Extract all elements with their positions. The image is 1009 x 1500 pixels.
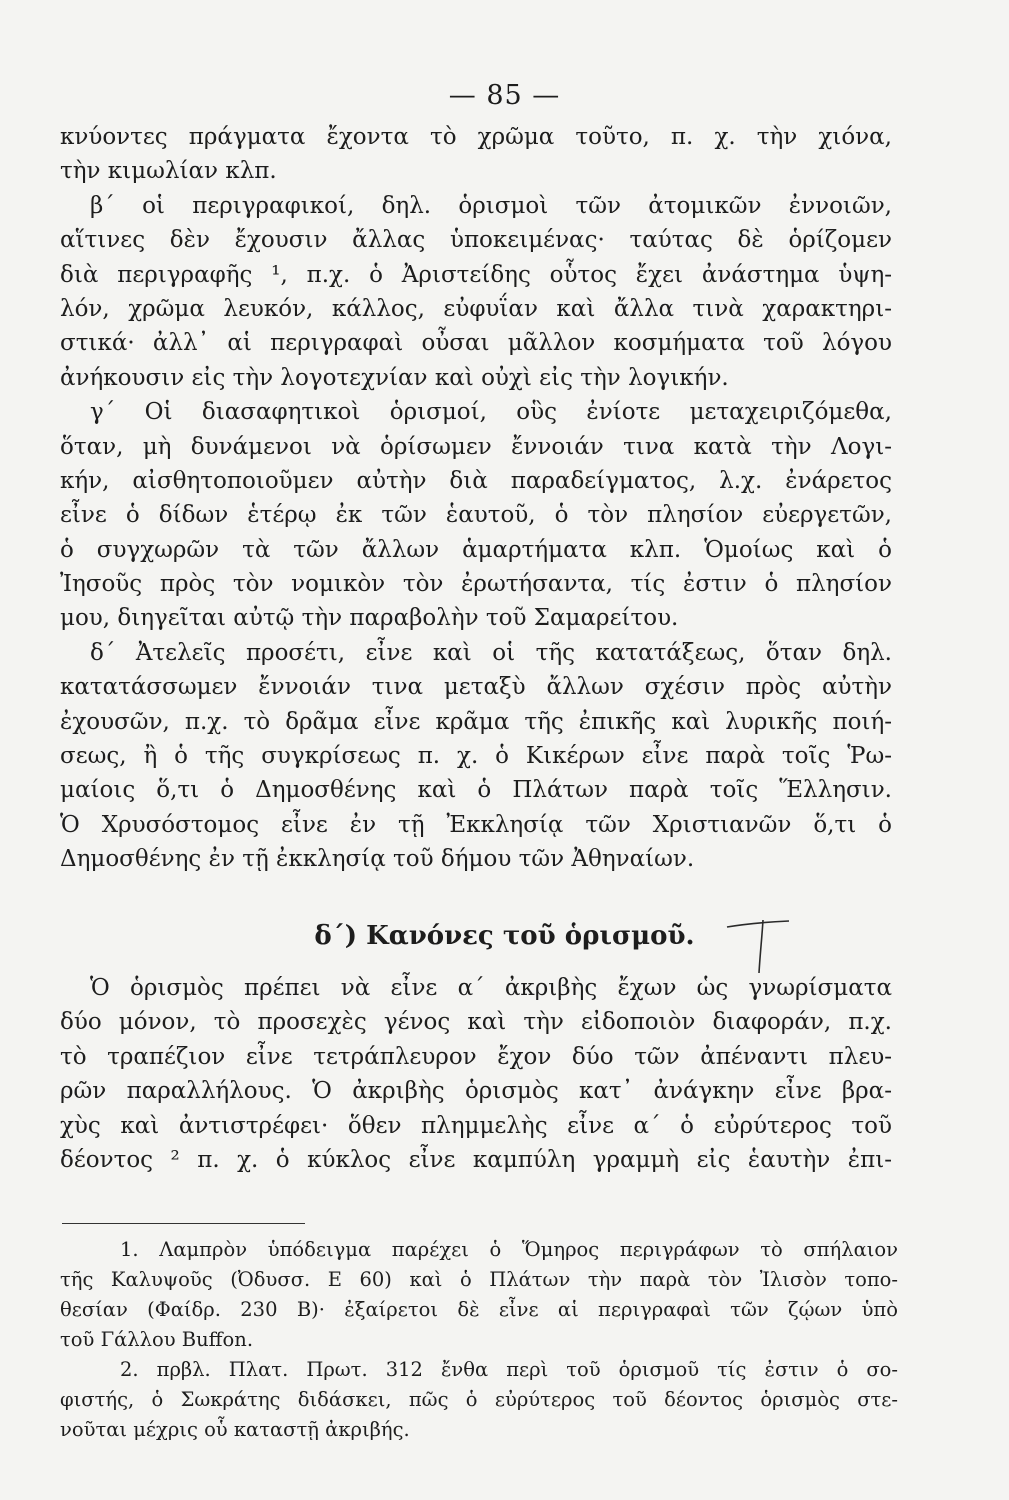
text-line: κατατάσσωμεν ἔννοιάν τινα μεταξὺ ἄλλων σχέσιν πρὸς αὐτὴν — [60, 674, 892, 701]
text-line: Ἰησοῦς πρὸς τὸν νομικὸν τὸν ἐρωτήσαντα, τίς ἐστιν ὁ πλησίον — [60, 571, 892, 598]
text-line: Ὁ ὁρισμὸς πρέπει νὰ εἶνε α΄ ἀκριβὴς ἔχων ὡς γνωρίσματα — [90, 975, 892, 1001]
footnote-line: 2. πρβλ. Πλατ. Πρωτ. 312 ἔνθα περὶ τοῦ ὁρισμοῦ τίς ἐστιν ὁ σο- — [120, 1358, 898, 1381]
footnote-line: τοῦ Γάλλου Buffon. — [60, 1328, 254, 1351]
text-line: δύο μόνον, τὸ προσεχὲς γένος καὶ τὴν εἰδοποιὸν διαφοράν, π.χ. — [60, 1009, 892, 1036]
main-paragraphs — [60, 120, 892, 877]
footnote-line: τῆς Καλυψοῦς (Ὀδυσσ. Ε 60) καὶ ὁ Πλάτων τὴν παρὰ τὸν Ἰλισὸν τοπο- — [60, 1268, 898, 1291]
text-line: κήν, αἰσθητοποιοῦμεν αὐτὴν διὰ παραδείγματος, λ.χ. ἐνάρετος — [60, 467, 892, 494]
handwritten-cross-mark — [723, 915, 793, 975]
text-line: σεως, ἢ ὁ τῆς συγκρίσεως π. χ. ὁ Κικέρων εἶνε παρὰ τοῖς Ῥω- — [60, 743, 892, 770]
text-line: ὅταν, μὴ δυνάμενοι νὰ ὁρίσωμεν ἔννοιάν τινα κατὰ τὴν Λογι- — [60, 433, 892, 460]
section-paragraph — [60, 971, 892, 1177]
text-line: χὺς καὶ ἀντιστρέφει· ὅθεν πλημμελὴς εἶνε α΄ ὁ εὐρύτερος τοῦ — [60, 1112, 892, 1139]
text-line: τὴν κιμωλίαν κλπ. — [60, 158, 277, 185]
text-line: β΄ οἱ περιγραφικοί, δηλ. ὁρισμοὶ τῶν ἀτομικῶν ἐννοιῶν, — [90, 192, 892, 219]
section-heading: δ΄) Κανόνες τοῦ ὁρισμοῦ. — [314, 921, 695, 951]
text-line: τὸ τραπέζιον εἶνε τετράπλευρον ἔχον δύο τῶν ἀπέναντι πλευ- — [60, 1043, 892, 1070]
text-line: αἵτινες δὲν ἔχουσιν ἄλλας ὑποκειμένας· ταύτας δὲ ὁρίζομεν — [60, 227, 892, 254]
text-line: δέοντος ² π. χ. ὁ κύκλος εἶνε καμπύλη γραμμὴ εἰς ἑαυτὴν ἐπι- — [60, 1146, 892, 1173]
text-line: μου, διηγεῖται αὐτῷ τὴν παραβολὴν τοῦ Σαμαρείτου. — [60, 605, 679, 632]
text-line: λόν, χρῶμα λευκόν, κάλλος, εὐφυΐαν καὶ ἄλλα τινὰ χαρακτηρι- — [60, 295, 892, 322]
footnote-separator — [62, 1223, 305, 1224]
footnote-line: θεσίαν (Φαίδρ. 230 Β)· ἐξαίρετοι δὲ εἶνε αἱ περιγραφαὶ τῶν ζῴων ὑπὸ — [60, 1298, 898, 1321]
text-line: διὰ περιγραφῆς ¹, π.χ. ὁ Ἀριστείδης οὗτος ἔχει ἀνάστημα ὑψη- — [60, 261, 892, 288]
text-line: ρῶν παραλλήλους. Ὁ ἀκριβὴς ὁρισμὸς κατ᾽ ἀνάγκην εἶνε βρα- — [60, 1078, 892, 1105]
text-line: κνύοντες πράγματα ἔχοντα τὸ χρῶμα τοῦτο, π. χ. τὴν χιόνα, — [60, 124, 892, 150]
footnote-line: νοῦται μέχρις οὗ καταστῇ ἀκριβής. — [60, 1418, 410, 1441]
text-line: ἀνήκουσιν εἰς τὴν λογοτεχνίαν καὶ οὐχὶ εἰς τὴν λογικήν. — [60, 364, 729, 391]
footnote-line: 1. Λαμπρὸν ὑπόδειγμα παρέχει ὁ Ὅμηρος περιγράφων τὸ σπήλαιον — [120, 1238, 898, 1261]
text-line: εἶνε ὁ δίδων ἑτέρῳ ἐκ τῶν ἑαυτοῦ, ὁ τὸν πλησίον εὐεργετῶν, — [60, 502, 892, 529]
text-line: Ὁ Χρυσόστομος εἶνε ἐν τῇ Ἐκκλησίᾳ τῶν Χριστιανῶν ὅ,τι ὁ — [60, 811, 892, 838]
footnote-line: φιστής, ὁ Σωκράτης διδάσκει, πῶς ὁ εὐρύτερος τοῦ δέοντος ὁρισμὸς στε- — [60, 1388, 898, 1411]
footnotes — [60, 1235, 898, 1445]
text-line: μαίοις ὅ,τι ὁ Δημοσθένης καὶ ὁ Πλάτων παρὰ τοῖς Ἕλλησιν. — [60, 777, 892, 804]
page-number: — 85 — — [448, 80, 561, 111]
text-line: δ΄ Ἀτελεῖς προσέτι, εἶνε καὶ οἱ τῆς κατατάξεως, ὅταν δηλ. — [90, 639, 892, 666]
text-line: στικά· ἀλλ᾽ αἱ περιγραφαὶ οὖσαι μᾶλλον κοσμήματα τοῦ λόγου — [60, 330, 892, 357]
text-line: ἐχουσῶν, π.χ. τὸ δρᾶμα εἶνε κρᾶμα τῆς ἐπικῆς καὶ λυρικῆς ποιή- — [60, 708, 892, 735]
text-line: γ΄ Οἱ διασαφητικοὶ ὁρισμοί, οὓς ἐνίοτε μεταχειριζόμεθα, — [90, 399, 892, 426]
text-line: ὁ συγχωρῶν τὰ τῶν ἄλλων ἁμαρτήματα κλπ. Ὁμοίως καὶ ὁ — [60, 536, 892, 563]
text-line: Δημοσθένης ἐν τῇ ἐκκλησίᾳ τοῦ δήμου τῶν Ἀθηναίων. — [60, 846, 695, 873]
